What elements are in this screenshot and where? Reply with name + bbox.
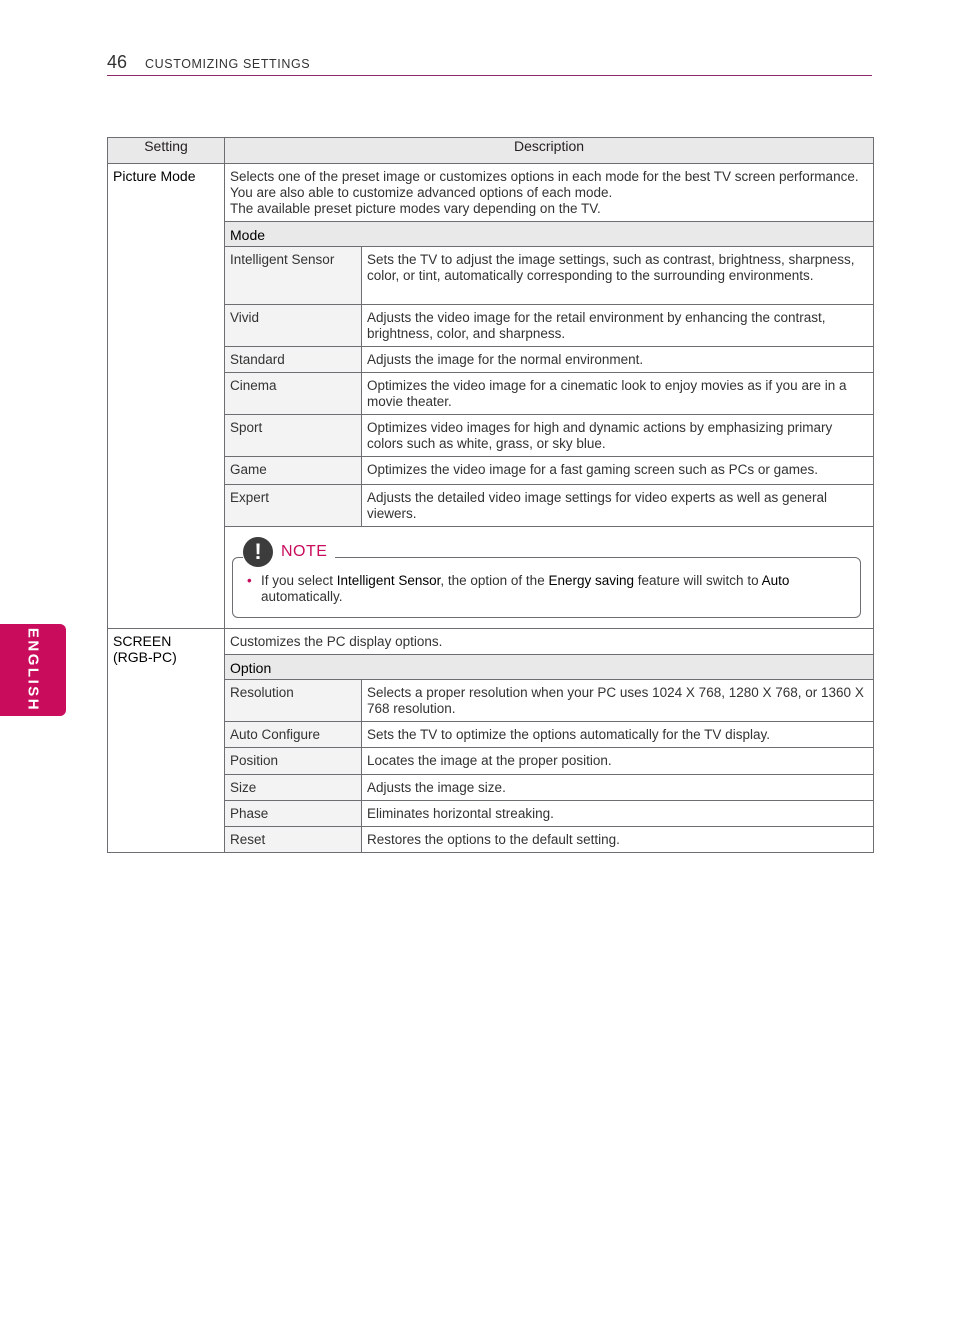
table-row <box>108 629 874 655</box>
setting-column-header: Setting <box>108 138 225 164</box>
option-name: Game <box>225 457 362 485</box>
option-subheader: Option <box>225 655 874 680</box>
setting-picture-mode <box>108 164 225 629</box>
option-description: Optimizes the video image for a cinematic look to enjoy movies as if you are in a movie theater. <box>362 373 874 415</box>
note-title: NOTE <box>281 543 328 560</box>
description-column-header: Description <box>225 138 874 164</box>
option-description: Locates the image at the proper position. <box>362 748 874 775</box>
option-description: Adjusts the detailed video image settings for video experts as well as general viewers. <box>362 485 874 527</box>
note-bold-text: Intelligent Sensor <box>336 573 441 588</box>
setting-label: SCREEN <box>113 633 172 649</box>
note-text: , the option of the <box>440 573 549 588</box>
option-name: Cinema <box>225 373 362 415</box>
description-text: The available preset picture modes vary depending on the TV. <box>230 201 601 216</box>
option-name: Standard <box>225 347 362 373</box>
option-description: Adjusts the video image for the retail environment by enhancing the contrast, brightness, color, and sharpness. <box>362 305 874 347</box>
note-bold-text: Auto <box>761 573 790 588</box>
note-text: If you select <box>261 573 337 588</box>
note-body <box>247 573 841 605</box>
option-description: Adjusts the image size. <box>362 775 874 801</box>
language-tab-label: ENGLISH <box>24 627 42 713</box>
exclamation-icon: ! <box>243 537 273 567</box>
option-name: Auto Configure <box>225 722 362 748</box>
option-description: Sets the TV to adjust the image settings, such as contrast, brightness, sharpness, color, or tint, automatically corresponding to the surrounding environments. <box>362 247 874 305</box>
setting-label: Picture Mode <box>113 168 196 184</box>
option-description: Optimizes the video image for a fast gaming screen such as PCs or games. <box>362 457 874 485</box>
option-name: Vivid <box>225 305 362 347</box>
page-number: 46 <box>107 52 128 72</box>
option-description: Selects a proper resolution when your PC uses 1024 X 768, 1280 X 768, or 1360 X 768 resolution. <box>362 680 874 722</box>
option-description: Adjusts the image for the normal environment. <box>362 347 874 373</box>
picture-mode-description <box>225 164 874 222</box>
option-description: Optimizes video images for high and dynamic actions by emphasizing primary colors such as white, grass, or sky blue. <box>362 415 874 457</box>
option-name: Intelligent Sensor <box>225 247 362 305</box>
note-cell <box>225 527 874 629</box>
table-header-row <box>108 138 874 164</box>
page-header <box>107 52 872 76</box>
description-text: Selects one of the preset image or customizes options in each mode for the best TV screen performance. You are also able to customize advanced options of each mode. <box>230 169 859 200</box>
option-name: Expert <box>225 485 362 527</box>
note-text: feature will switch to <box>634 573 762 588</box>
note-bold-text: Energy saving <box>548 573 635 588</box>
option-name: Sport <box>225 415 362 457</box>
option-description: Eliminates horizontal streaking. <box>362 801 874 827</box>
option-name: Reset <box>225 827 362 853</box>
option-name: Position <box>225 748 362 775</box>
note-text: automatically. <box>261 589 343 604</box>
note-header <box>243 537 335 567</box>
settings-table <box>107 137 874 853</box>
bullet-icon: • <box>247 573 252 588</box>
mode-subheader: Mode <box>225 222 874 247</box>
option-name: Phase <box>225 801 362 827</box>
option-name: Resolution <box>225 680 362 722</box>
option-description: Sets the TV to optimize the options automatically for the TV display. <box>362 722 874 748</box>
setting-label: (RGB-PC) <box>113 649 177 665</box>
table-row <box>108 164 874 222</box>
setting-screen <box>108 629 225 853</box>
language-tab <box>0 624 66 716</box>
screen-description: Customizes the PC display options. <box>225 629 874 655</box>
option-description: Restores the options to the default setting. <box>362 827 874 853</box>
option-name: Size <box>225 775 362 801</box>
section-title: CUSTOMIZING SETTINGS <box>145 57 311 71</box>
